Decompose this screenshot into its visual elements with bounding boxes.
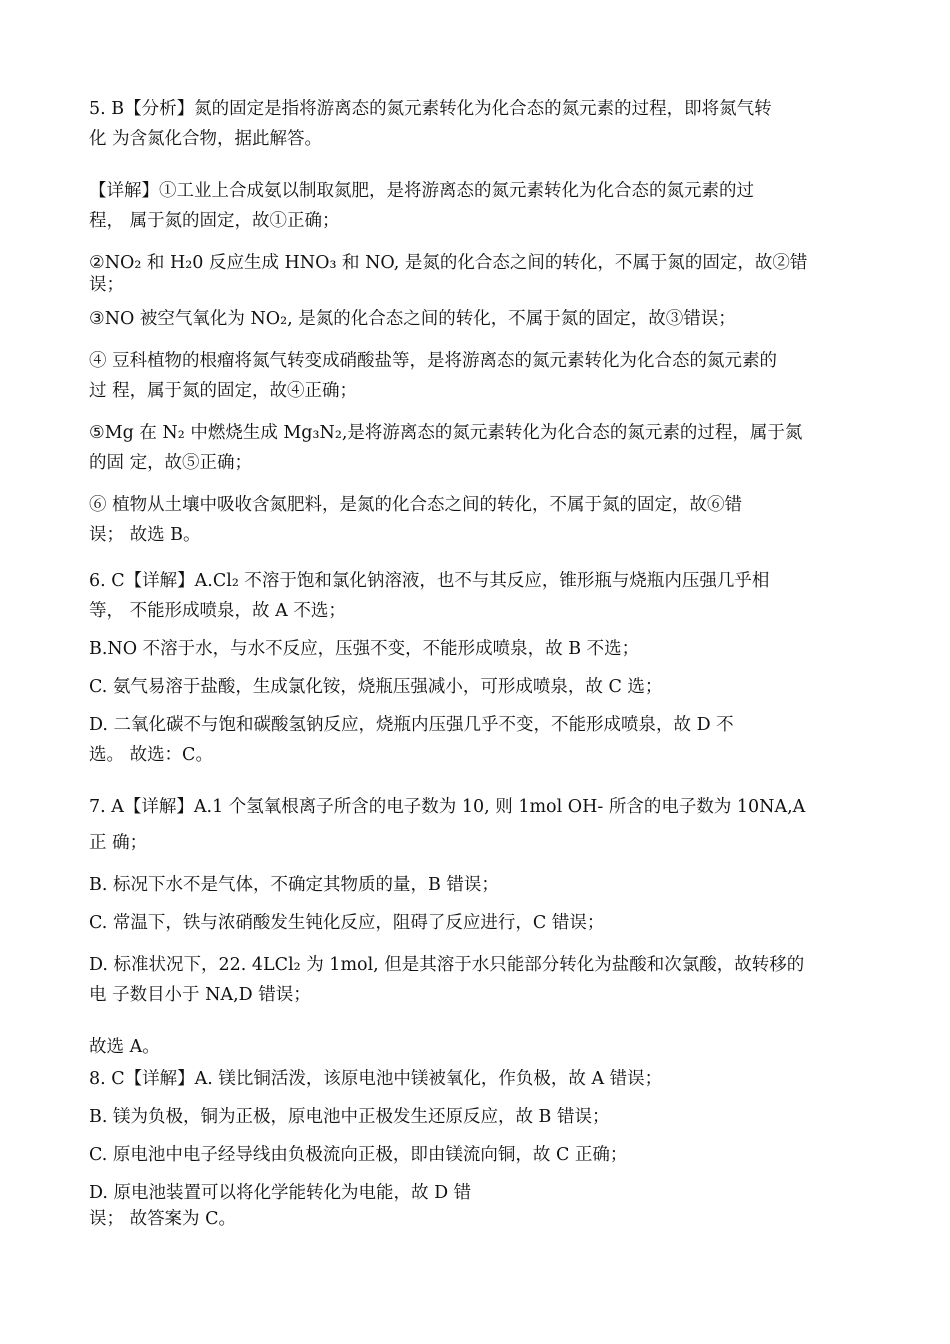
q8-option-c bbox=[89, 1140, 847, 1170]
q7-option-b bbox=[89, 870, 847, 900]
q5-item-6-line-2: 误； 故选 B。 bbox=[89, 525, 201, 545]
answer-document bbox=[89, 94, 847, 1230]
q5-item-4 bbox=[89, 346, 847, 406]
q5-detail-line-1: 【详解】①工业上合成氨以制取氮肥，是将游离态的氮元素转化为化合态的氮元素的过 bbox=[89, 181, 754, 201]
q7-option-d bbox=[89, 950, 847, 1010]
q5-item-2 bbox=[89, 252, 847, 296]
q7-detail bbox=[89, 792, 847, 858]
q5-item-4-line-1: ④ 豆科植物的根瘤将氮气转变成硝酸盐等，是将游离态的氮元素转化为化合态的氮元素的 bbox=[89, 351, 778, 371]
q6-line-2: 等， 不能形成喷泉，故 A 不选； bbox=[89, 601, 346, 621]
q8-option-b-line: B. 镁为负极，铜为正极，原电池中正极发生还原反应，故 B 错误； bbox=[89, 1107, 610, 1127]
q6-option-c-line: C. 氨气易溶于盐酸，生成氯化铵，烧瓶压强减小，可形成喷泉，故 C 选； bbox=[89, 677, 663, 697]
q5-item-2-line-1: ②NO₂ 和 H₂0 反应生成 HNO₃ 和 NO, 是氮的化合态之间的转化，不属于氮的固定，故②错 bbox=[89, 253, 808, 273]
q5-detail bbox=[89, 176, 847, 236]
q5-item-5 bbox=[89, 418, 847, 478]
q7-line-2: 正 确； bbox=[89, 833, 148, 853]
q5-item-6 bbox=[89, 490, 847, 550]
q6-option-d-line-2: 选。 故选：C。 bbox=[89, 745, 213, 765]
q5-item-5-line-1: ⑤Mg 在 N₂ 中燃烧生成 Mg₃N₂,是将游离态的氮元素转化为化合态的氮元素的过程，属于氮 bbox=[89, 423, 803, 443]
q5-analysis-line-2: 化 为含氮化合物，据此解答。 bbox=[89, 129, 323, 149]
q8-option-c-line: C. 原电池中电子经导线由负极流向正极，即由镁流向铜，故 C 正确； bbox=[89, 1145, 628, 1165]
q6-line-1: 6. C【详解】A.Cl₂ 不溶于饱和氯化钠溶液，也不与其反应，锥形瓶与烧瓶内压强几乎相 bbox=[89, 571, 770, 591]
q5-item-2-line-2: 误； bbox=[89, 275, 124, 295]
q8-detail bbox=[89, 1064, 847, 1094]
q8-option-d-line-2: 误； 故答案为 C。 bbox=[89, 1209, 237, 1229]
q7-option-d-line-1: D. 标准状况下，22. 4LCl₂ 为 1mol, 但是其溶于水只能部分转化为盐酸和次氯酸，故转移的 bbox=[89, 955, 805, 975]
q7-answer bbox=[89, 1032, 847, 1062]
q5-item-3-line-1: ③NO 被空气氧化为 NO₂, 是氮的化合态之间的转化，不属于氮的固定，故③错误； bbox=[89, 309, 736, 329]
q7-answer-line: 故选 A。 bbox=[89, 1037, 160, 1057]
q6-option-d bbox=[89, 710, 847, 770]
q5-item-3 bbox=[89, 304, 847, 334]
q7-option-b-line: B. 标况下水不是气体，不确定其物质的量，B 错误； bbox=[89, 875, 499, 895]
q5-item-6-line-1: ⑥ 植物从土壤中吸收含氮肥料，是氮的化合态之间的转化，不属于氮的固定，故⑥错 bbox=[89, 495, 743, 515]
q5-analysis-line-1: 5. B【分析】氮的固定是指将游离态的氮元素转化为化合态的氮元素的过程，即将氮气转 bbox=[89, 99, 772, 119]
q5-item-4-line-2: 过 程，属于氮的固定，故④正确； bbox=[89, 381, 358, 401]
q6-option-b-line: B.NO 不溶于水，与水不反应，压强不变，不能形成喷泉，故 B 不选； bbox=[89, 639, 640, 659]
q7-option-c bbox=[89, 908, 847, 938]
q7-line-1: 7. A【详解】A.1 个氢氧根离子所含的电子数为 10, 则 1mol OH- 所含的电子数为 10NA,A bbox=[89, 797, 806, 817]
q5-item-5-line-2: 的固 定，故⑤正确； bbox=[89, 453, 253, 473]
q8-line-1: 8. C【详解】A. 镁比铜活泼，该原电池中镁被氧化，作负极，故 A 错误； bbox=[89, 1069, 663, 1089]
q6-option-d-line-1: D. 二氧化碳不与饱和碳酸氢钠反应，烧瓶内压强几乎不变，不能形成喷泉，故 D 不 bbox=[89, 715, 734, 735]
q6-detail bbox=[89, 566, 847, 626]
q5-analysis bbox=[89, 94, 847, 154]
q5-detail-line-2: 程， 属于氮的固定，故①正确； bbox=[89, 211, 340, 231]
q8-option-d bbox=[89, 1178, 847, 1230]
q8-option-b bbox=[89, 1102, 847, 1132]
q8-option-d-line-1: D. 原电池装置可以将化学能转化为电能，故 D 错 bbox=[89, 1183, 472, 1203]
q7-option-c-line: C. 常温下，铁与浓硝酸发生钝化反应，阻碍了反应进行，C 错误； bbox=[89, 913, 605, 933]
q7-option-d-line-2: 电 子数目小于 NA,D 错误； bbox=[89, 985, 311, 1005]
q6-option-b bbox=[89, 634, 847, 664]
q6-option-c bbox=[89, 672, 847, 702]
